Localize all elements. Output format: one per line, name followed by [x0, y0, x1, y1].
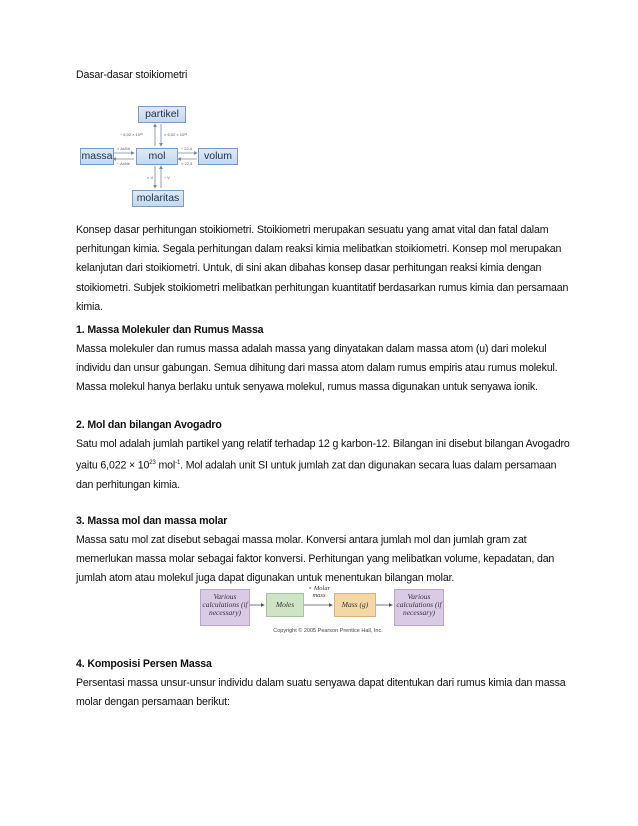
molar-mass-label: × Molar mass — [307, 585, 331, 599]
section-4-body: Persentasi massa unsur-unsur individu dalam suatu senyawa dapat ditentukan dari rumus kimia dan massa molar dengan persamaan berikut: — [76, 677, 566, 709]
section-4-heading: 4. Komposisi Persen Massa — [76, 658, 212, 670]
section-2-body — [76, 435, 576, 495]
molar-mass-flow-diagram — [198, 583, 446, 639]
moles-box: Moles — [266, 593, 304, 617]
label-right-top: ÷ 22,4 — [181, 146, 193, 151]
massa-box: massa — [80, 148, 114, 165]
s2-text-c: . Mol adalah unit SI untuk jumlah zat dan digunakan secara luas dalam persamaan dan perhitungan kimia. — [76, 459, 557, 491]
stoichiometry-diagram — [80, 104, 240, 206]
label-right-bottom: × 22,4 — [181, 161, 193, 166]
section-3-body: Massa satu mol zat disebut sebagai massa molar. Konversi antara jumlah mol dan jumlah gram zat memerlukan massa molar sebagai faktor konversi. Perhitungan yang melibatkan volume, kepadatan, dan jumlah atom atau molekul juga dapat digunakan untuk menentukan bilangan molar. — [76, 534, 555, 585]
label-up-right: × 6,02 × 10²³ — [164, 132, 187, 137]
label-left-top: × Ar/Mr — [117, 146, 131, 151]
section-1-heading: 1. Massa Molekuler dan Rumus Massa — [76, 324, 264, 336]
s2-sup-23: 23 — [149, 460, 156, 467]
label-down-left: × V — [147, 175, 154, 180]
mass-box: Mass (g) — [334, 593, 376, 617]
section-3-heading: 3. Massa mol dan massa molar — [76, 515, 228, 527]
various-calculations-box-right: Various calculations (if necessary) — [394, 589, 444, 626]
mol-box: mol — [136, 148, 178, 165]
s2-sup-minus1: -1 — [175, 460, 181, 467]
document-title: Dasar-dasar stoikiometri — [76, 69, 188, 81]
s2-text-a: Satu mol adalah jumlah partikel yang relatif terhadap 12 g karbon-12. Bilangan ini disebut bilangan Avogadro yaitu 6,022 × 10 — [76, 438, 570, 472]
volum-box: volum — [198, 148, 238, 165]
label-down-right: ÷ V — [164, 175, 170, 180]
section-1-body: Massa molekuler dan rumus massa adalah massa yang dinyatakan dalam massa atom (u) dari molekul individu dan unsur gabungan. Semua dihitung dari massa atom dalam rumus empiris atau rumus molekul. Massa molekul hanya berlaku untuk senyawa molekul, rumus massa digunakan untuk senyawa ionik. — [76, 343, 558, 394]
various-calculations-box-left: Various calculations (if necessary) — [200, 589, 250, 626]
partikel-box: partikel — [138, 106, 186, 123]
s2-text-b: mol — [155, 459, 176, 472]
molaritas-box: molaritas — [132, 190, 184, 207]
label-up-left: ÷ 6,02 × 10²³ — [120, 132, 143, 137]
intro-paragraph: Konsep dasar perhitungan stoikiometri. Stoikiometri merupakan sesuatu yang amat vital dan fatal dalam perhitungan kimia. Segala perhitungan dalam reaksi kimia melibatkan stoikiometri. Konsep mol merupakan kelanjutan dari stoikiometri. Untuk, di sini akan dibahas konsep dasar perhitungan reaksi kimia dengan stoikiometri. Subjek stoikiometri melibatkan perhitungan kuantitatif berdasarkan rumus kimia dan persamaan kimia. — [76, 224, 569, 313]
label-left-bottom: ÷ Ar/Mr — [117, 161, 130, 166]
copyright-note: Copyright © 2005 Pearson Prentice Hall, Inc. — [273, 628, 383, 634]
section-2-heading: 2. Mol dan bilangan Avogadro — [76, 419, 222, 431]
